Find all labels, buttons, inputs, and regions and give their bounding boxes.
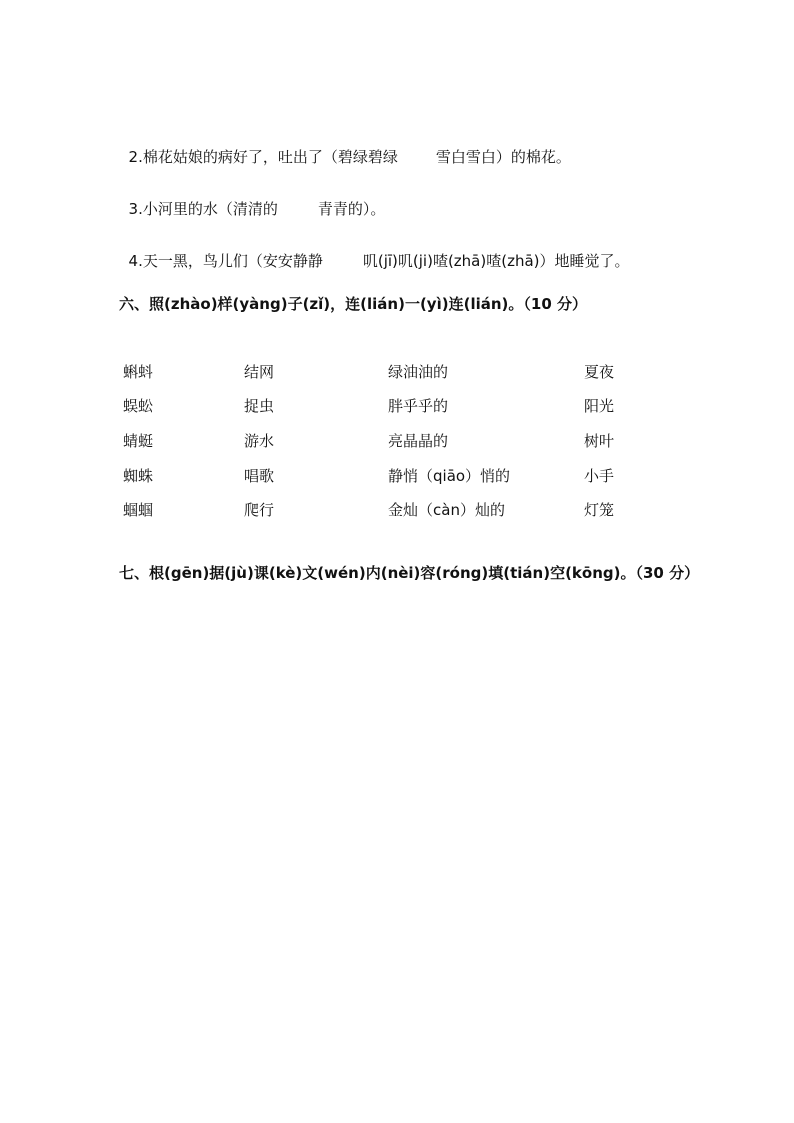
col4-item: 夏夜	[584, 363, 615, 381]
col2-item: 结网	[244, 363, 275, 381]
question-3-prefix: 3.小河里的水（清清的	[128, 200, 278, 218]
col1-item: 蜘蛛	[123, 467, 154, 485]
question-2	[119, 127, 571, 167]
section-6-title: 六、照(zhào)样(yàng)子(zǐ)，连(lián)一(yì)连(lián)。（10 分）	[119, 295, 587, 313]
question-4	[119, 231, 630, 271]
question-2-prefix: 2.棉花姑娘的病好了，吐出了（碧绿碧绿	[128, 148, 398, 166]
question-2-suffix: 雪白雪白）的棉花。	[435, 148, 571, 166]
col1-item: 蜈蚣	[123, 397, 154, 415]
col1-item: 蝌蚪	[123, 363, 154, 381]
question-4-suffix: 叽(jī)叽(ji)喳(zhā)喳(zhā)）地睡觉了。	[362, 252, 630, 270]
col3-item: 绿油油的	[388, 363, 449, 381]
col1-item: 蝈蝈	[123, 501, 154, 519]
question-3	[119, 179, 385, 219]
section-7-title: 七、根(gēn)据(jù)课(kè)文(wén)内(nèi)容(róng)填(tián)空(kōng)。（30 分）	[119, 564, 700, 582]
col3-item: 胖乎乎的	[388, 397, 449, 415]
col4-item: 树叶	[584, 432, 615, 450]
col2-item: 唱歌	[244, 467, 275, 485]
col3-item: 金灿（càn）灿的	[388, 501, 505, 519]
col2-item: 捉虫	[244, 397, 275, 415]
col4-item: 阳光	[584, 397, 615, 415]
col1-item: 蜻蜓	[123, 432, 154, 450]
question-4-prefix: 4.天一黑，鸟儿们（安安静静	[128, 252, 323, 270]
question-3-suffix: 青青的）。	[317, 200, 386, 218]
col4-item: 小手	[584, 467, 615, 485]
col3-item: 亮晶晶的	[388, 432, 449, 450]
col4-item: 灯笼	[584, 501, 615, 519]
col3-item: 静悄（qiāo）悄的	[388, 467, 511, 485]
col2-item: 爬行	[244, 501, 275, 519]
col2-item: 游水	[244, 432, 275, 450]
